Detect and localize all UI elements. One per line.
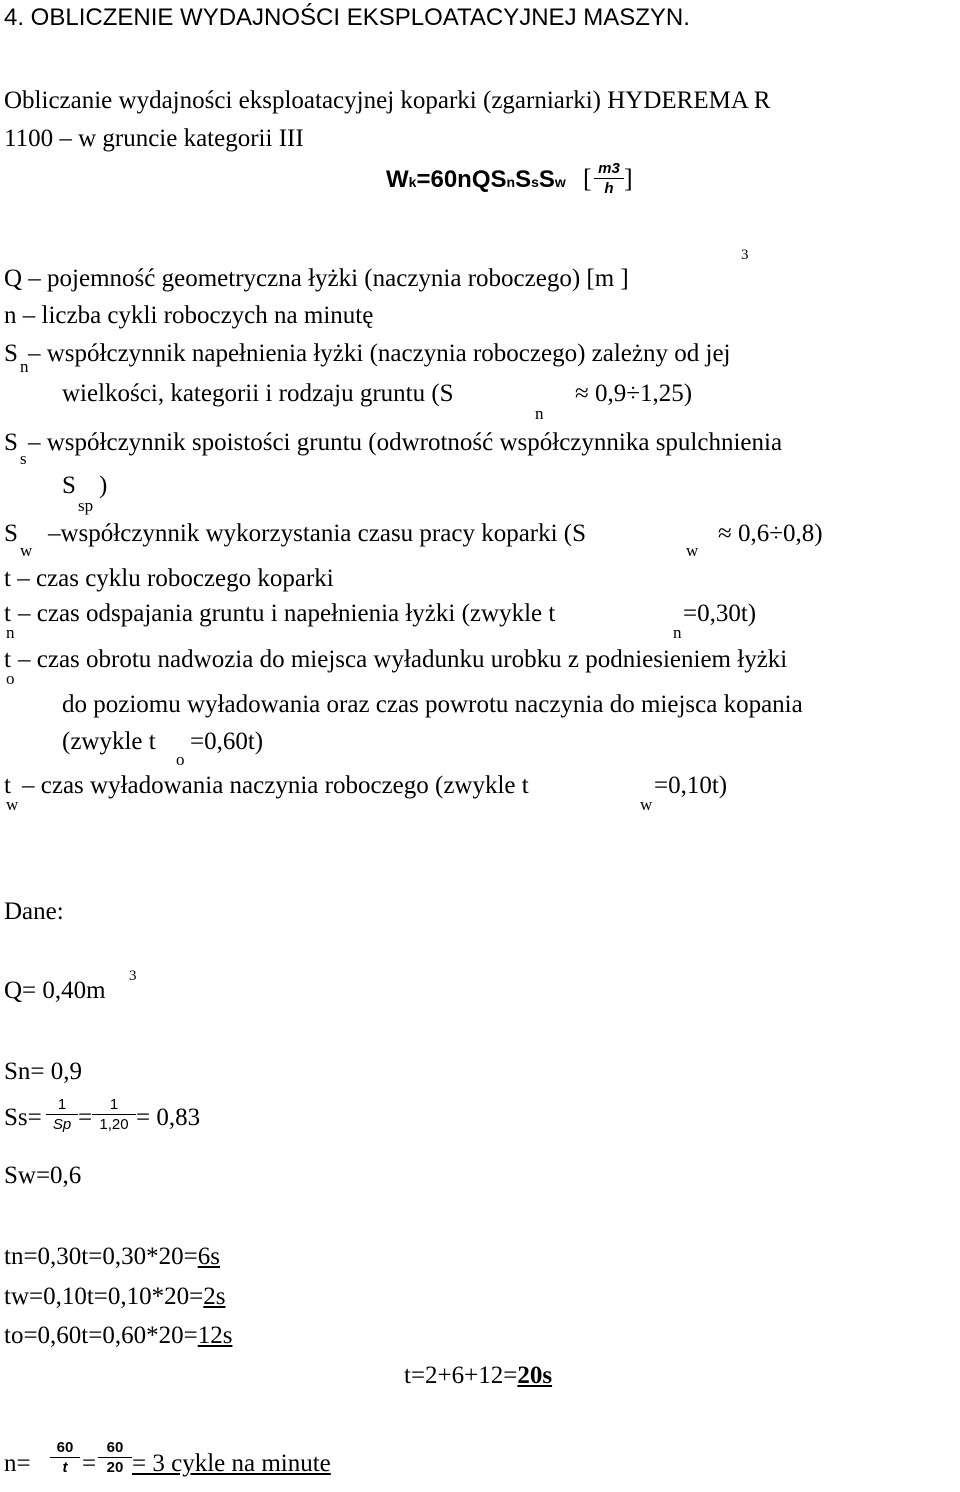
fraction-numerator: 1 — [109, 1096, 119, 1113]
formula-S1: S — [515, 166, 532, 193]
given-Ss-fraction-2 — [92, 1097, 136, 1132]
calc-to-result: 12s — [197, 1322, 233, 1349]
calc-to-expr: to=0,60t=0,60*20= — [4, 1322, 198, 1349]
calc-t — [404, 1363, 552, 1388]
given-Ss-eq: = — [78, 1104, 93, 1131]
fraction-denominator: 20 — [106, 1459, 124, 1476]
def-Sn-symbol: S — [4, 340, 18, 367]
def-tn-symbol: t — [4, 600, 11, 627]
calc-tw — [4, 1284, 225, 1309]
def-tw-symbol: t — [4, 772, 11, 799]
formula-main: =60nQS — [416, 166, 507, 193]
def-tn: – czas odspajania gruntu i napełnienia łyżki (zwykle t — [18, 600, 556, 627]
def-to-cont-2: (zwykle t — [62, 728, 156, 755]
calc-t-result: 20s — [517, 1362, 553, 1389]
def-n: n – liczba cykli roboczych na minutę — [4, 302, 374, 329]
formula-S2: S — [538, 166, 555, 193]
calc-tw-result: 2s — [203, 1283, 226, 1310]
def-Ss: – współczynnik spoistości gruntu (odwrotność współczynnika spulchnienia — [28, 429, 783, 456]
def-tw: – czas wyładowania naczynia roboczego (zwykle t — [22, 772, 529, 799]
def-Ssp-close: ) — [99, 472, 108, 499]
def-Sw-sub: w — [20, 541, 33, 560]
formula-sub-s: s — [531, 174, 539, 190]
fraction-bar — [92, 1114, 136, 1115]
def-Sw-sub2: w — [686, 541, 699, 560]
def-Q-exponent: 3 — [741, 247, 749, 263]
def-Sn-sub: n — [20, 357, 29, 376]
unit-numerator: m3 — [598, 160, 620, 177]
calc-tn-expr: tn=0,30t=0,30*20= — [4, 1243, 198, 1270]
def-Sn-range: ≈ 0,9÷1,25) — [575, 380, 693, 407]
calc-n-fraction-1 — [50, 1440, 80, 1475]
calc-n-lhs: n= — [4, 1450, 31, 1477]
fraction-denominator: 1,20 — [99, 1116, 129, 1133]
given-Ss-lhs: Ss= — [4, 1104, 42, 1131]
fraction-bar — [50, 1457, 80, 1458]
formula-W: W — [386, 166, 409, 193]
intro-line-1: Obliczanie wydajności eksploatacyjnej koparki (zgarniarki) HYDEREMA R — [4, 87, 771, 114]
def-Sw-symbol: S — [4, 520, 18, 547]
calc-n-result: = 3 cykle na minute — [132, 1450, 331, 1477]
def-tw-value: =0,10t) — [654, 772, 728, 799]
unit-denominator: h — [604, 180, 614, 197]
def-to-value: =0,60t) — [190, 728, 264, 755]
def-to-sub: o — [6, 669, 15, 688]
def-Sw: –współczynnik wykorzystania czasu pracy koparki (S — [48, 520, 587, 547]
def-Ss-symbol: S — [4, 429, 18, 456]
def-Sn: – współczynnik napełnienia łyżki (naczynia roboczego) zależny od jej — [28, 340, 731, 367]
fraction-bar — [46, 1114, 78, 1115]
calc-n-eq: = — [82, 1450, 97, 1477]
given-Ss-result: = 0,83 — [136, 1104, 201, 1131]
def-tw-sub2: w — [640, 795, 653, 814]
def-to-cont-sub: o — [176, 750, 185, 769]
page-title: 4. OBLICZENIE WYDAJNOŚCI EKSPLOATACYJNEJ MASZYN. — [4, 4, 690, 31]
def-tn-sub: n — [6, 623, 15, 642]
calc-n-fraction-2 — [98, 1440, 132, 1475]
formula-unit-fraction — [594, 161, 624, 196]
def-t: t – czas cyklu roboczego koparki — [4, 565, 334, 592]
fraction-bar — [98, 1457, 132, 1458]
formula-sub-k: k — [408, 174, 417, 190]
given-Sw: Sw=0,6 — [4, 1162, 82, 1189]
dane-heading: Dane: — [4, 898, 64, 925]
fraction-denominator: Sp — [52, 1116, 72, 1133]
calc-tn-result: 6s — [197, 1243, 220, 1270]
fraction-numerator: 60 — [106, 1439, 124, 1456]
calc-t-expr: t=2+6+12= — [404, 1362, 518, 1389]
def-tn-sub2: n — [673, 623, 682, 642]
formula-close-bracket: ] — [624, 164, 633, 193]
def-to: – czas obrotu nadwozia do miejsca wyładunku urobku z podniesieniem łyżki — [18, 646, 788, 673]
def-to-cont-1: do poziomu wyładowania oraz czas powrotu naczynia do miejsca kopania — [62, 691, 803, 718]
def-tn-value: =0,30t) — [683, 600, 757, 627]
formula-sub-n: n — [506, 174, 516, 190]
formula-sub-w: w — [554, 174, 566, 190]
fraction-numerator: 60 — [56, 1439, 74, 1456]
intro-line-2: 1100 – w gruncie kategorii III — [4, 125, 304, 152]
def-Sn-cont: wielkości, kategorii i rodzaju gruntu (S — [62, 380, 454, 407]
calc-to — [4, 1323, 232, 1348]
given-Ss-fraction-1 — [46, 1097, 78, 1132]
def-Q: Q – pojemność geometryczna łyżki (naczynia roboczego) [m ] — [4, 265, 629, 292]
fraction-denominator: t — [62, 1459, 68, 1476]
def-to-symbol: t — [4, 646, 11, 673]
calc-tw-expr: tw=0,10t=0,10*20= — [4, 1283, 204, 1310]
def-tw-sub: w — [6, 795, 19, 814]
given-Q: Q= 0,40m — [4, 977, 106, 1004]
def-Ss-sub: s — [20, 449, 27, 468]
def-Sw-range: ≈ 0,6÷0,8) — [718, 520, 823, 547]
calc-tn — [4, 1244, 220, 1269]
main-formula — [386, 168, 566, 192]
def-Sn-cont-sub: n — [535, 404, 544, 423]
given-Sn: Sn= 0,9 — [4, 1058, 83, 1085]
def-Ssp-sub: sp — [78, 496, 94, 515]
fraction-numerator: 1 — [57, 1096, 67, 1113]
fraction-bar — [594, 178, 624, 179]
given-Q-exponent: 3 — [129, 968, 137, 984]
formula-open-bracket: [ — [583, 164, 592, 193]
def-Ssp-symbol: S — [62, 472, 76, 499]
